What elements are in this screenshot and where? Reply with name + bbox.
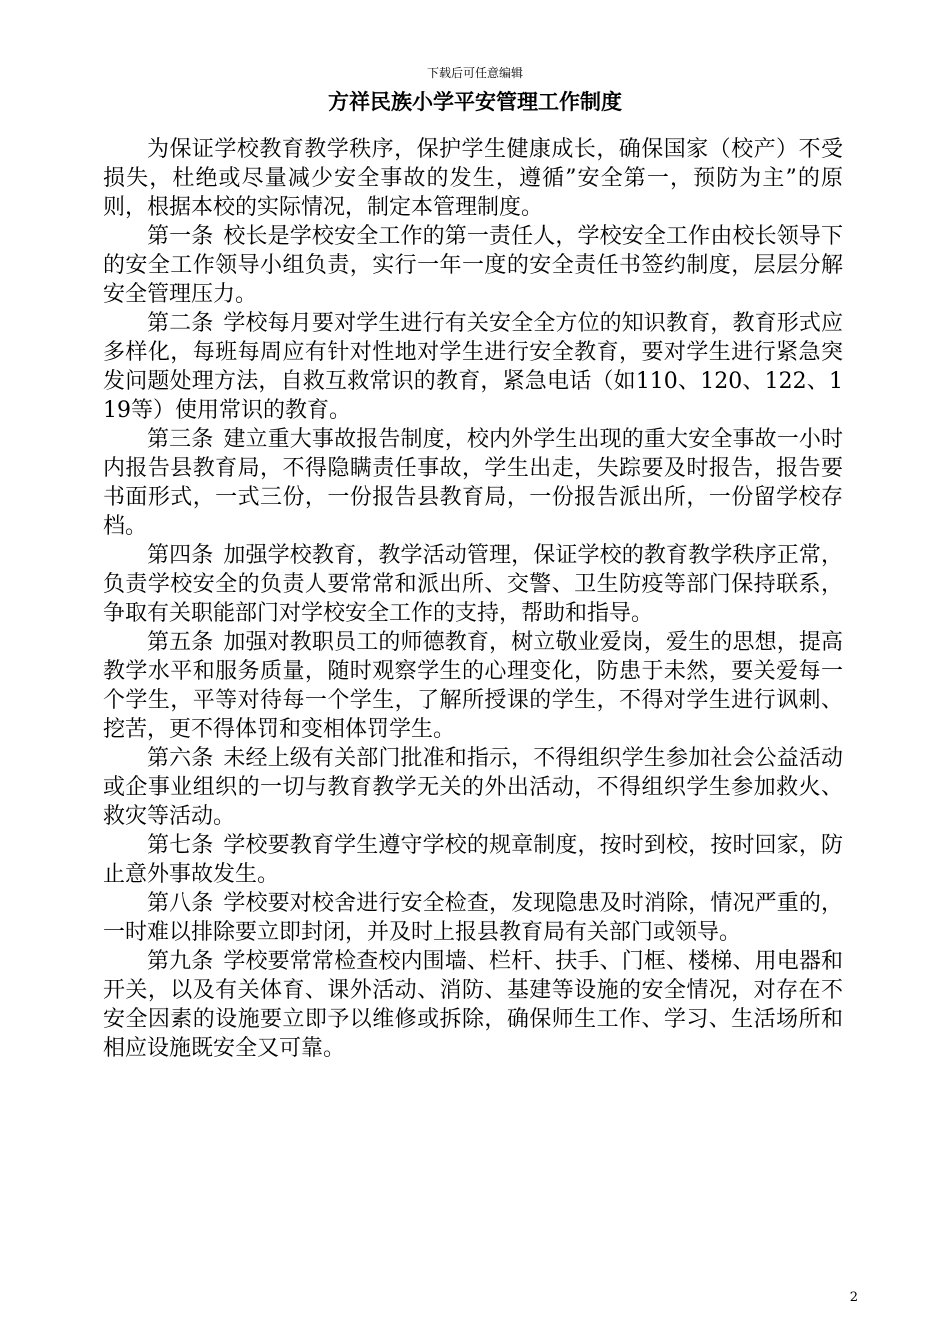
article-number: 第四条: [147, 543, 214, 568]
article-text: 加强学校教育，教学活动管理，保证学校的教育教学秩序正常，负责学校安全的负责人要常常和派出所、交警、卫生防疫等部门保持联系，争取有关职能部门对学校安全工作的支持，帮助和指导。: [103, 543, 843, 626]
article-number: 第七条: [147, 833, 214, 858]
header-note: 下载后可任意编辑: [426, 66, 523, 80]
article-text: 学校要教育学生遵守学校的规章制度，按时到校，按时回家，防止意外事故发生。: [103, 833, 843, 887]
article-number: 第五条: [147, 630, 214, 655]
article-paragraph: [103, 309, 843, 425]
article-text: 建立重大事故报告制度，校内外学生出现的重大安全事故一小时内报告县教育局，不得隐瞒责任事故，学生出走，失踪要及时报告，报告要书面形式，一式三份，一份报告县教育局，一份报告派出所，一份留学校存档。: [103, 427, 843, 539]
article-number: 第八条: [147, 891, 214, 916]
article-text: 学校要对校舍进行安全检查，发现隐患及时消除，情况严重的，一时难以排除要立即封闭，并及时上报县教育局有关部门或领导。: [103, 891, 843, 945]
article-text: 加强对教职员工的师德教育，树立敬业爱岗，爱生的思想，提高教学水平和服务质量，随时观察学生的心理变化，防患于未然，要关爱每一个学生，平等对待每一个学生，了解所授课的学生，不得对学生进行讽刺、挖苦，更不得体罚和变相体罚学生。: [103, 630, 843, 742]
article-paragraph: [103, 831, 843, 889]
document-title: 方祥民族小学平安管理工作制度: [328, 90, 622, 114]
article-paragraph: [103, 889, 843, 947]
article-number: 第六条: [147, 746, 214, 771]
article-number: 第九条: [147, 949, 214, 974]
document-body: [103, 135, 843, 1063]
article-text: 学校要常常检查校内围墙、栏杆、扶手、门框、楼梯、用电器和开关，以及有关体育、课外活动、消防、基建等设施的安全情况，对存在不安全因素的设施要立即予以维修或拆除，确保师生工作、学习、生活场所和相应设施既安全又可靠。: [103, 949, 843, 1061]
intro-paragraph: 为保证学校教育教学秩序，保护学生健康成长，确保国家（校产）不受损失，杜绝或尽量减少安全事故的发生，遵循”安全第一，预防为主”的原则，根据本校的实际情况，制定本管理制度。: [103, 137, 843, 220]
article-paragraph: [103, 628, 843, 744]
article-paragraph: [103, 425, 843, 541]
article-number: 第二条: [147, 311, 214, 336]
article-text: 学校每月要对学生进行有关安全全方位的知识教育，教育形式应多样化，每班每周应有针对性地对学生进行安全教育，要对学生进行紧急突发问题处理方法，自救互救常识的教育，紧急电话（如110、120、122、119等）使用常识的教育。: [103, 311, 843, 423]
article-text: 未经上级有关部门批准和指示，不得组织学生参加社会公益活动或企事业组织的一切与教育教学无关的外出活动，不得组织学生参加救火、救灾等活动。: [103, 746, 843, 829]
article-paragraph: [103, 222, 843, 309]
article-number: 第一条: [147, 224, 214, 249]
article-number: 第三条: [147, 427, 214, 452]
article-paragraph: [103, 947, 843, 1063]
article-text: 校长是学校安全工作的第一责任人，学校安全工作由校长领导下的安全工作领导小组负责，实行一年一度的安全责任书签约制度，层层分解安全管理压力。: [103, 224, 843, 307]
page-number: 2: [849, 1290, 858, 1305]
article-paragraph: [103, 744, 843, 831]
article-paragraph: [103, 541, 843, 628]
